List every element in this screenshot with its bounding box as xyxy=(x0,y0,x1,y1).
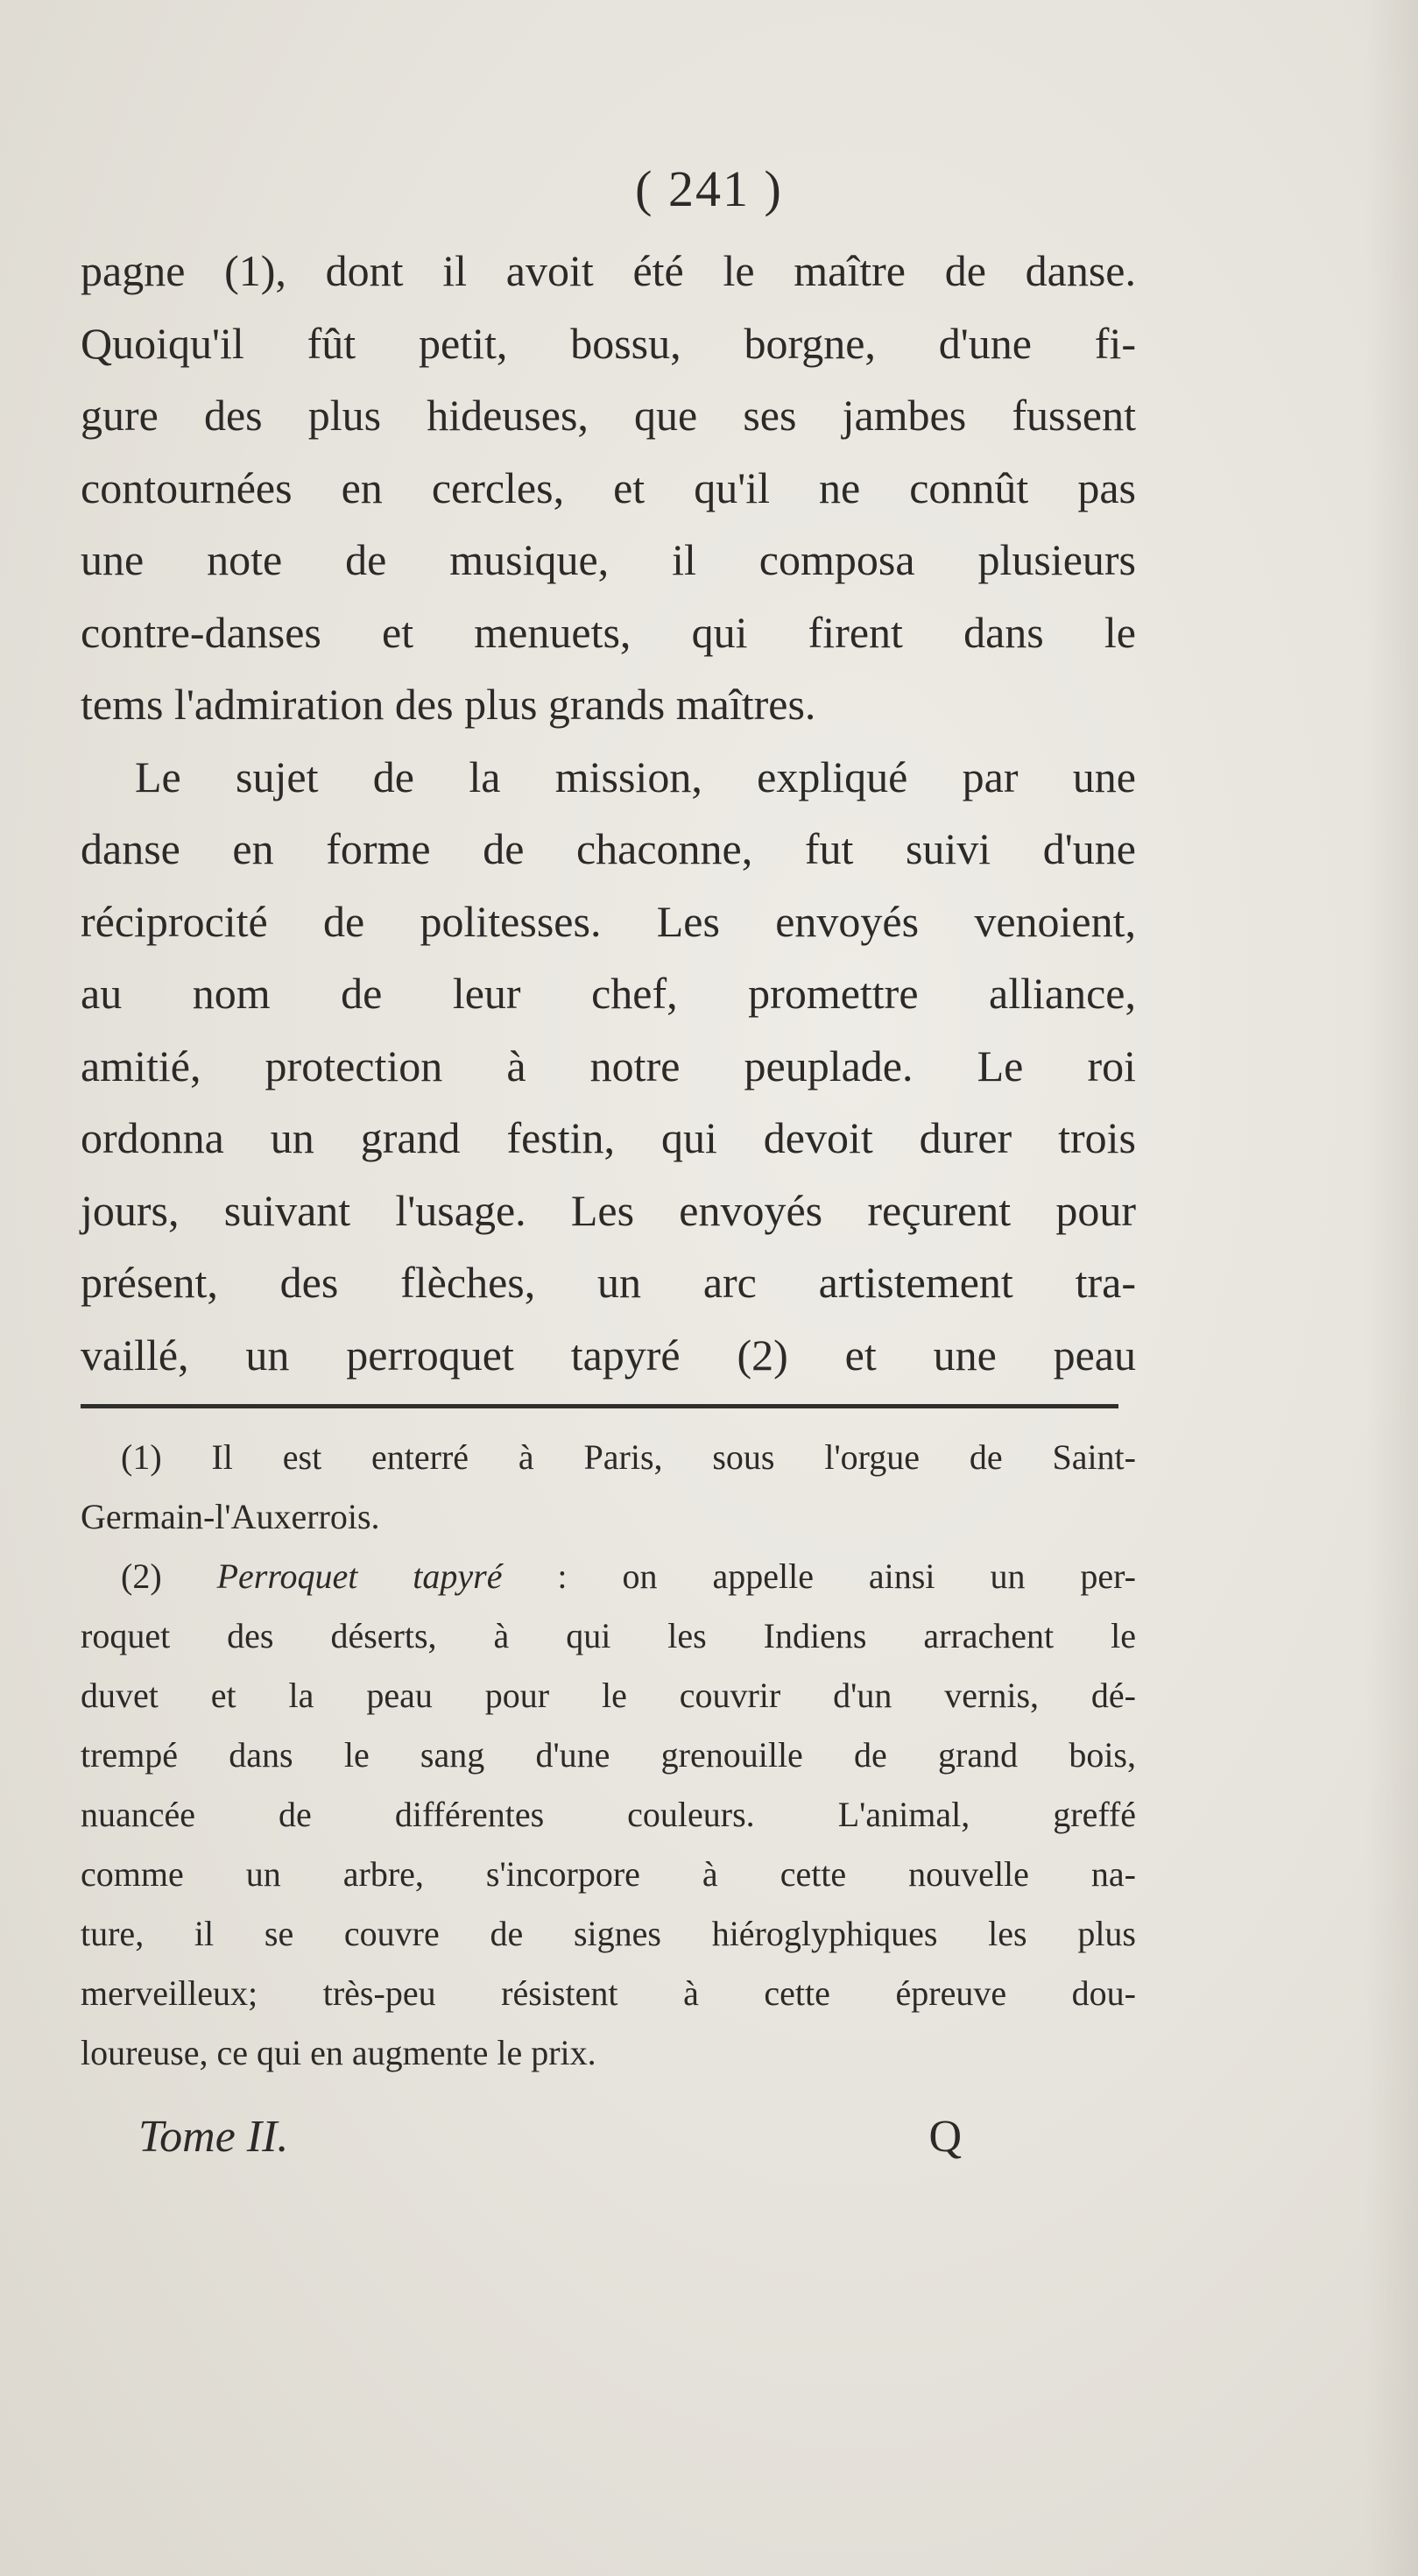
page-number: ( 241 ) xyxy=(635,160,783,217)
footnote-line: roquet des déserts, à qui les Indiens arrachent le xyxy=(81,1616,1136,1655)
footnotes xyxy=(81,1428,1136,2083)
volume-label: Tome II. xyxy=(138,2112,289,2162)
text-line: danse en forme de chaconne, fut suivi d'une xyxy=(81,824,1136,873)
footnote-line: nuancée de différentes couleurs. L'animal, greffé xyxy=(81,1795,1136,1834)
footnote-line: trempé dans le sang d'une grenouille de grand bois, xyxy=(81,1735,1136,1775)
text-line: pagne (1), dont il avoit été le maître de danse. xyxy=(81,246,1136,295)
footnote-line xyxy=(81,1547,1136,1606)
text-line: Le sujet de la mission, expliqué par une xyxy=(135,752,1136,801)
text-line: présent, des flèches, un arc artistement tra- xyxy=(81,1258,1136,1307)
text-line: Quoiqu'il fût petit, bossu, borgne, d'une fi- xyxy=(81,318,1136,368)
footnote-divider xyxy=(81,1404,1118,1408)
footnote-line: (1) Il est enterré à Paris, sous l'orgue de Saint- xyxy=(121,1437,1136,1477)
footnote-line: merveilleux; très-peu résistent à cette épreuve dou- xyxy=(81,1973,1136,2013)
text-line: contre-danses et menuets, qui firent dans le xyxy=(81,607,1136,657)
page-footer xyxy=(138,2111,962,2172)
footnote-line: duvet et la peau pour le couvrir d'un vernis, dé- xyxy=(81,1676,1136,1715)
text-line: tems l'admiration des plus grands maîtres. xyxy=(81,680,816,729)
footnote-marker: (2) xyxy=(121,1556,217,1596)
text-line: réciprocité de politesses. Les envoyés venoient, xyxy=(81,896,1136,946)
text-line: au nom de leur chef, promettre alliance, xyxy=(81,969,1136,1018)
text-line: ordonna un grand festin, qui devoit durer trois xyxy=(81,1113,1136,1162)
main-text xyxy=(81,235,1136,1391)
signature-mark: Q xyxy=(928,2112,962,2162)
text-line: gure des plus hideuses, que ses jambes fussent xyxy=(81,391,1136,440)
footnote-line: loureuse, ce qui en augmente le prix. xyxy=(81,2033,596,2072)
text-line: une note de musique, il composa plusieurs xyxy=(81,535,1136,584)
text-line: vaillé, un perroquet tapyré (2) et une peau xyxy=(81,1330,1136,1380)
footnote-line: comme un arbre, s'incorpore à cette nouvelle na- xyxy=(81,1854,1136,1894)
text-line: amitié, protection à notre peuplade. Le roi xyxy=(81,1041,1136,1090)
footnote-line: Germain-l'Auxerrois. xyxy=(81,1497,380,1536)
footnote-line: ture, il se couvre de signes hiéroglyphiques les plus xyxy=(81,1914,1136,1953)
footnote-term: Perroquet tapyré xyxy=(216,1556,503,1596)
text-line: contournées en cercles, et qu'il ne connût pas xyxy=(81,462,1136,512)
text-line: jours, suivant l'usage. Les envoyés reçurent pour xyxy=(81,1185,1136,1235)
footnote-text: : on appelle ainsi un per- xyxy=(502,1556,1136,1596)
